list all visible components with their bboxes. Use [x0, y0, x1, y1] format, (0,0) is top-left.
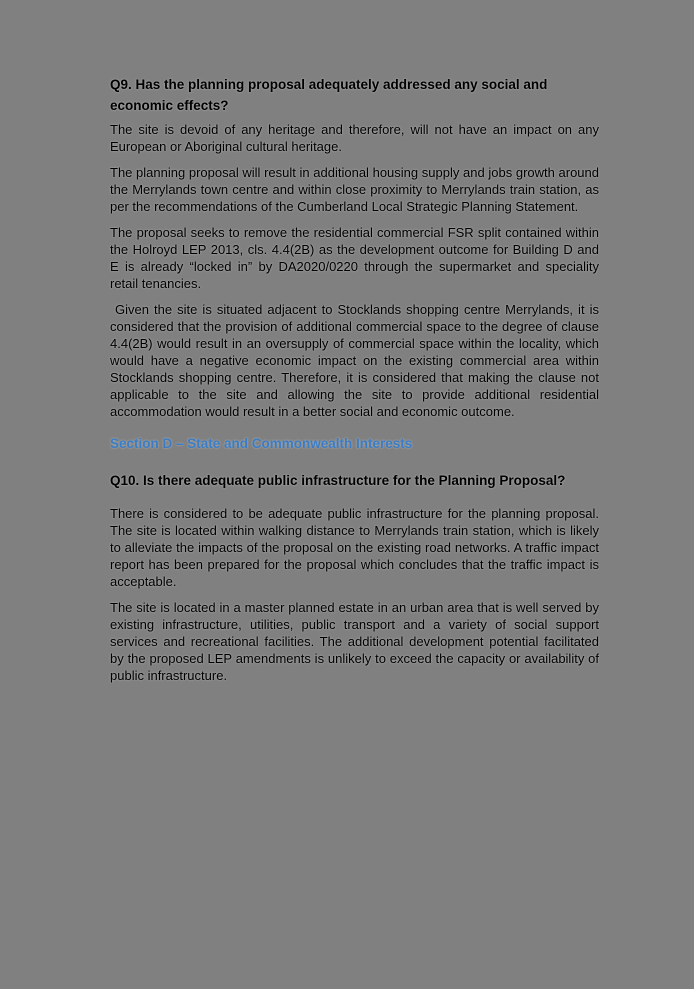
- paragraph-q10-master-planned: The site is located in a master planned estate in an urban area that is well served by existing infrastructure, utilities, public transport and a variety of social support services and recreational facilities. The additional development potential facilitated by the proposed LEP amendments is unlikely to exceed the capacity or availability of public infrastructure.: [110, 600, 599, 683]
- question-heading-q10: Q10. Is there adequate public infrastructure for the Planning Proposal?: [110, 473, 566, 488]
- paragraph-q9-housing-supply: The planning proposal will result in additional housing supply and jobs growth around the Merrylands town centre and within close proximity to Merrylands train station, as per the recommendations of the Cumberland Local Strategic Planning Statement.: [110, 165, 599, 214]
- paragraph-q9-stocklands: Given the site is situated adjacent to Stocklands shopping centre Merrylands, it is considered that the provision of additional commercial space to the degree of clause 4.4(2B) would result in an oversupply of commercial space within the locality, which would have a negative economic impact on the existing commercial area within Stocklands shopping centre. Therefore, it is considered that making the clause not applicable to the site and allowing the site to provide additional residential accommodation would result in a better social and economic outcome.: [110, 302, 599, 419]
- section-d-heading: Section D – State and Commonwealth Interests: [110, 436, 413, 451]
- paragraph-q9-fsr-split: The proposal seeks to remove the residential commercial FSR split contained within the Holroyd LEP 2013, cls. 4.4(2B) as the development outcome for Building D and E is already “locked in” by DA2020/0220 through the supermarket and speciality retail tenancies.: [110, 225, 599, 291]
- paragraph-q9-heritage: The site is devoid of any heritage and therefore, will not have an impact on any European or Aboriginal cultural heritage.: [110, 122, 599, 154]
- document-content: [110, 74, 599, 684]
- paragraph-q10-infrastructure: There is considered to be adequate public infrastructure for the planning proposal. The site is located within walking distance to Merrylands train station, which is likely to alleviate the impacts of the proposal on the existing road networks. A traffic impact report has been prepared for the proposal which concludes that the traffic impact is acceptable.: [110, 506, 599, 589]
- question-heading-q9: Q9. Has the planning proposal adequately addressed any social and economic effects?: [110, 77, 548, 113]
